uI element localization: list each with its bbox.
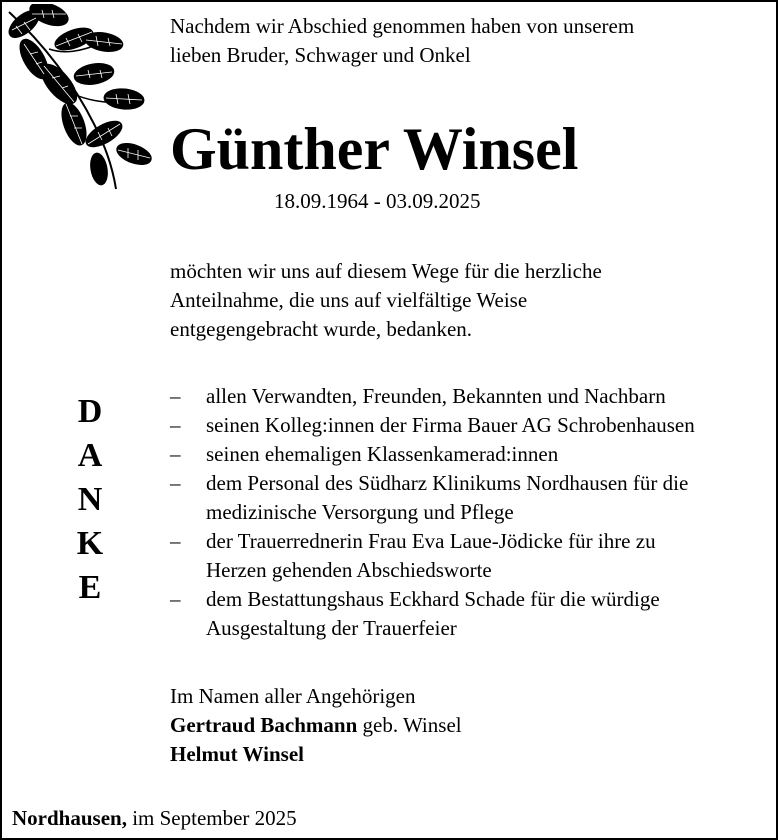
- list-dash: –: [170, 529, 181, 553]
- footer-date: im September 2025: [126, 806, 297, 830]
- list-dash: –: [170, 471, 181, 495]
- intro-line: Nachdem wir Abschied genommen haben von unserem: [170, 14, 635, 38]
- danke-letter: A: [77, 437, 103, 474]
- list-item-line: medizinische Versorgung und Pflege: [206, 500, 514, 524]
- intro-line: lieben Bruder, Schwager und Onkel: [170, 43, 471, 67]
- list-dash: –: [170, 442, 181, 466]
- thanks-line: entgegengebracht wurde, bedanken.: [170, 317, 473, 341]
- life-dates: 18.09.1964 - 03.09.2025: [274, 189, 481, 213]
- list-item-line: der Trauerrednerin Frau Eva Laue-Jödicke für ihre zu: [206, 529, 656, 553]
- list-item-line: dem Personal des Südharz Klinikums Nordhausen für die: [206, 471, 689, 495]
- list-item-line: seinen Kolleg:innen der Firma Bauer AG Schrobenhausen: [206, 413, 695, 437]
- list-dash: –: [170, 413, 181, 437]
- list-dash: –: [170, 384, 181, 408]
- list-item-line: seinen ehemaligen Klassenkamerad:innen: [206, 442, 559, 466]
- signature-block: [170, 682, 462, 769]
- list-item-line: allen Verwandten, Freunden, Bekannten und Nachbarn: [206, 384, 666, 408]
- thanks-line: Anteilnahme, die uns auf vielfältige Weise: [170, 288, 528, 312]
- danke-letter: E: [78, 569, 102, 606]
- danke-letter: N: [77, 481, 103, 518]
- thanks-list: [170, 382, 695, 643]
- list-item: [170, 469, 695, 527]
- thanks-line: möchten wir uns auf diesem Wege für die herzliche: [170, 259, 602, 283]
- signatory-name: Helmut Winsel: [170, 742, 304, 766]
- place-date-footer: [12, 806, 297, 831]
- list-item: [170, 527, 695, 585]
- signatory-name: Gertraud Bachmann: [170, 713, 358, 737]
- deceased-name: Günther Winsel: [170, 116, 579, 182]
- intro-text: [170, 12, 634, 70]
- danke-vertical-heading: [70, 390, 110, 610]
- list-item-line: Herzen gehenden Abschiedsworte: [206, 558, 492, 582]
- list-dash: –: [170, 587, 181, 611]
- signatory-suffix: geb. Winsel: [357, 713, 462, 737]
- list-item: [170, 440, 695, 469]
- list-item: [170, 411, 695, 440]
- list-item-line: dem Bestattungshaus Eckhard Schade für die würdige: [206, 587, 660, 611]
- signature-intro: Im Namen aller Angehörigen: [170, 684, 416, 708]
- danke-letter: K: [76, 525, 104, 562]
- signatory: [170, 711, 462, 740]
- danke-letter: D: [77, 393, 103, 430]
- list-item: [170, 585, 695, 643]
- footer-place: Nordhausen,: [12, 806, 127, 830]
- thanks-text: [170, 257, 602, 344]
- list-item-line: Ausgestaltung der Trauerfeier: [206, 616, 457, 640]
- list-item: [170, 382, 695, 411]
- signatory: [170, 740, 462, 769]
- birch-leaves-icon: [4, 4, 164, 199]
